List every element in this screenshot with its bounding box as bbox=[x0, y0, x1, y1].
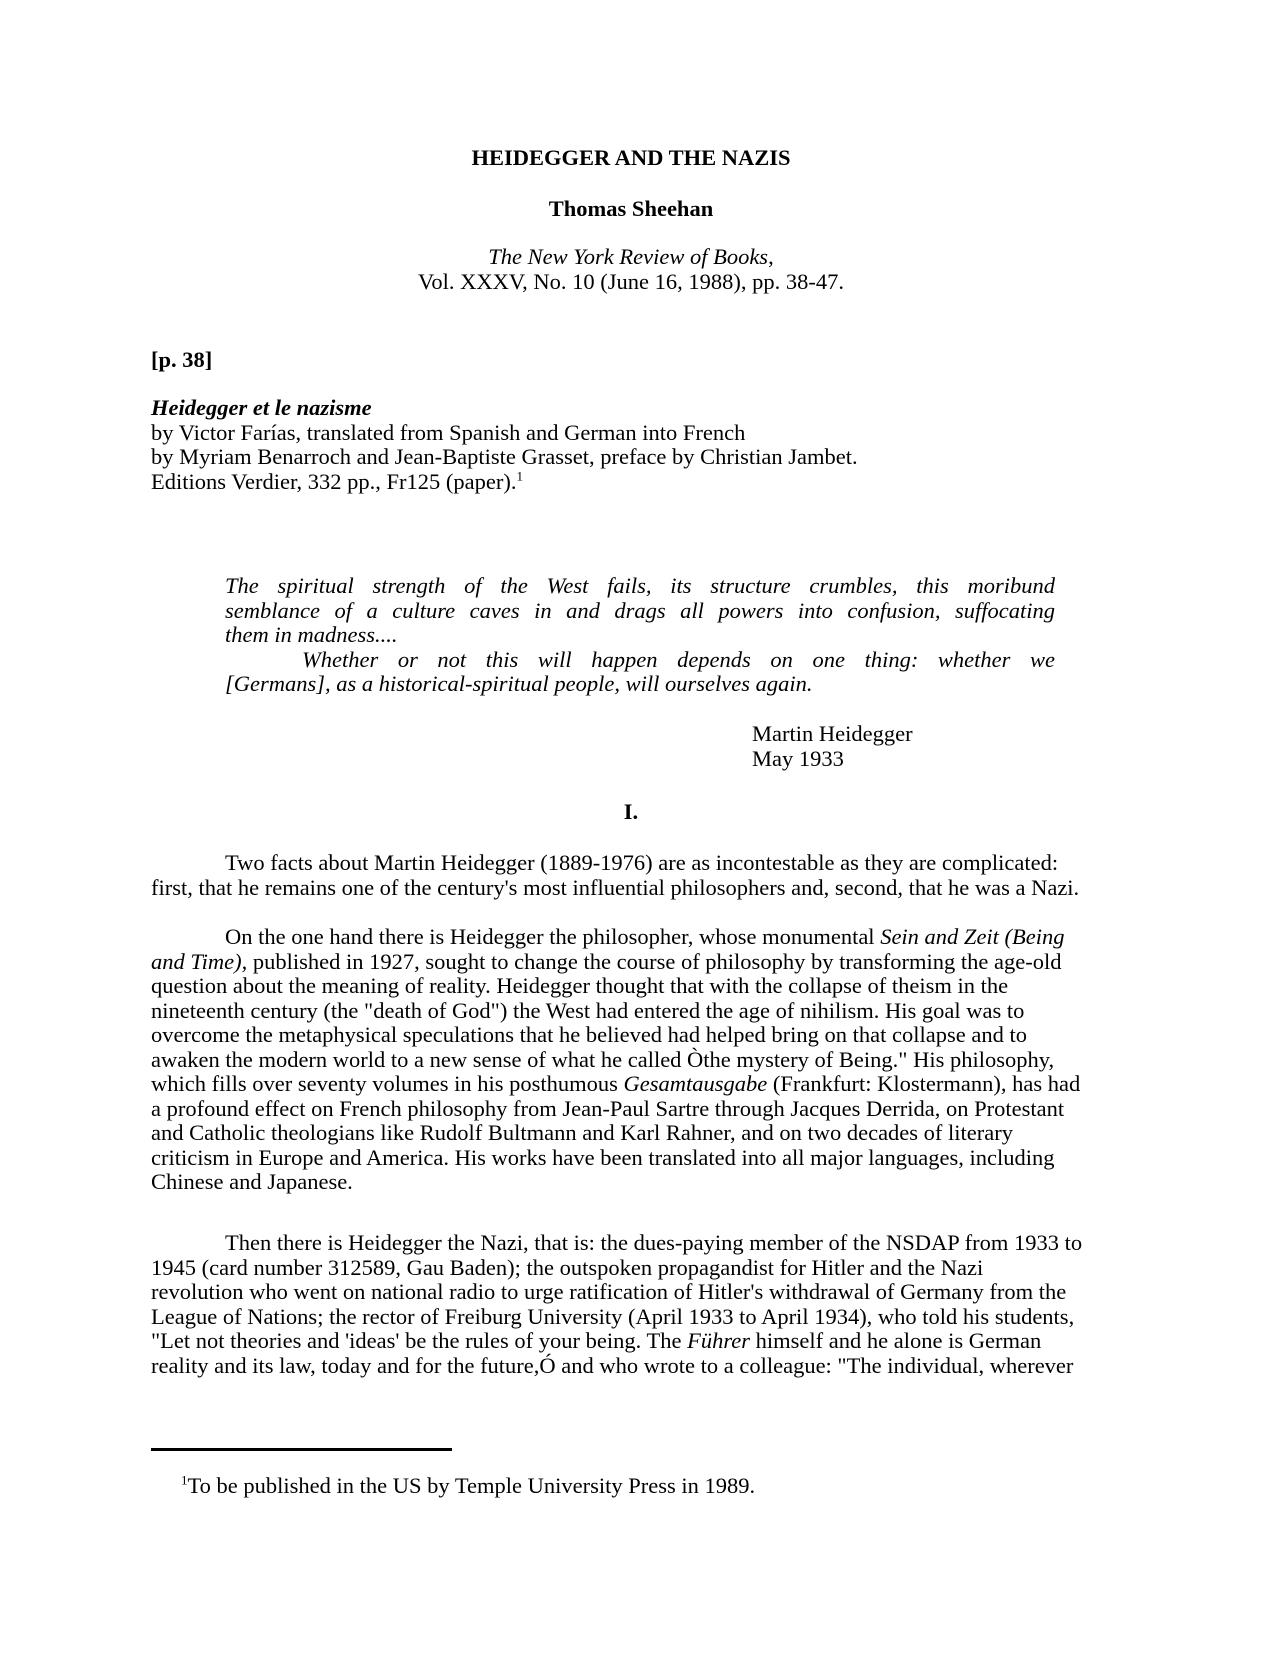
paragraph-text: himself and he alone is German bbox=[750, 1328, 1042, 1353]
book-title-inline: and Time), bbox=[151, 948, 248, 974]
paragraph-text: On the one hand there is Heidegger the philosopher, whose monumental bbox=[225, 924, 881, 949]
article-author: Thomas Sheehan bbox=[548, 196, 714, 221]
paragraph-3 bbox=[151, 1231, 1111, 1378]
publication-volume: Vol. XXXV, No. 10 (June 16, 1988), pp. 38-47. bbox=[417, 268, 845, 294]
epigraph-line: The spiritual strength of the West fails, its structure crumbles, this moribund bbox=[225, 573, 1055, 598]
footnote-divider bbox=[151, 1448, 452, 1451]
paragraph-line bbox=[151, 925, 1111, 950]
publication-name: The New York Review of Books bbox=[488, 244, 769, 269]
paragraph-line: nineteenth century (the "death of God") the West had entered the age of nihilism. His goal was to bbox=[151, 997, 1025, 1023]
page-marker: [p. 38] bbox=[151, 347, 213, 372]
publication-name-line bbox=[151, 245, 1111, 270]
paragraph-line: reality and its law, today and for the future,Ó and who wrote to a colleague: "The individual, wherever bbox=[151, 1352, 1074, 1378]
epigraph-line: [Germans], as a historical-spiritual people, will ourselves again. bbox=[225, 671, 813, 696]
paragraph-text: (Frankfurt: Klostermann), has had bbox=[767, 1071, 1081, 1096]
paragraph-text: published in 1927, sought to change the course of philosophy by transforming the age-old bbox=[247, 948, 1062, 974]
epigraph bbox=[225, 574, 1055, 697]
footnote-text: To be published in the US by Temple University Press in 1989. bbox=[187, 1473, 756, 1498]
fuhrer-italic: Führer bbox=[687, 1328, 751, 1353]
paragraph-line: Two facts about Martin Heidegger (1889-1976) are as incontestable as they are complicated: bbox=[225, 850, 1059, 875]
book-title: Heidegger et le nazisme bbox=[151, 395, 372, 420]
book-line-text: Editions Verdier, 332 pp., Fr125 (paper). bbox=[151, 468, 517, 494]
paragraph-line: revolution who went on national radio to urge ratification of Hitler's withdrawal of Germany from the bbox=[151, 1279, 1067, 1304]
epigraph-line: them in madness.... bbox=[225, 622, 398, 647]
paragraph-2 bbox=[151, 925, 1111, 1195]
paragraph-line: League of Nations; the rector of Freiburg University (April 1933 to April 1934), who told his students, bbox=[151, 1303, 1075, 1329]
attribution-name: Martin Heidegger bbox=[752, 721, 913, 746]
attribution-date: May 1933 bbox=[752, 745, 844, 771]
paragraph-line: 1945 (card number 312589, Gau Baden); the outspoken propagandist for Hitler and the Nazi bbox=[151, 1254, 984, 1280]
paragraph-line bbox=[151, 950, 1111, 975]
epigraph-line: Whether or not this will happen depends on one thing: whether we bbox=[302, 646, 1055, 672]
paragraph-line bbox=[151, 1329, 1111, 1354]
publication-info bbox=[151, 245, 1111, 294]
book-title-inline: Sein and Zeit (Being bbox=[880, 924, 1065, 949]
epigraph-line: semblance of a culture caves in and drags all powers into confusion, suffocating bbox=[225, 597, 1055, 623]
paragraph-text: which fills over seventy volumes in his posthumous bbox=[151, 1071, 624, 1096]
paragraph-line bbox=[151, 1072, 1111, 1097]
paragraph-line: overcome the metaphysical speculations that he believed had helped bring on that collapse and to bbox=[151, 1022, 1027, 1047]
paragraph-line: Then there is Heidegger the Nazi, that is: the dues-paying member of the NSDAP from 1933 to bbox=[225, 1230, 1083, 1255]
paragraph-text: "Let not theories and 'ideas' be the rules of your being. The bbox=[151, 1328, 688, 1353]
book-line: by Victor Farías, translated from Spanish and German into French bbox=[151, 419, 746, 445]
reviewed-book bbox=[151, 396, 858, 494]
book-line: by Myriam Benarroch and Jean-Baptiste Grasset, preface by Christian Jambet. bbox=[151, 444, 858, 469]
paragraph-line: criticism in Europe and America. His works have been translated into all major languages, including bbox=[151, 1144, 1055, 1170]
paragraph-line: and Catholic theologians like Rudolf Bultmann and Karl Rahner, and on two decades of literary bbox=[151, 1120, 1013, 1145]
book-title-inline: Gesamtausgabe bbox=[623, 1071, 768, 1096]
paragraph-line: Chinese and Japanese. bbox=[151, 1169, 353, 1194]
publication-suffix: , bbox=[768, 244, 774, 269]
footnote-ref: 1 bbox=[516, 468, 523, 483]
section-heading: I. bbox=[623, 799, 639, 824]
paragraph-line: awaken the modern world to a new sense of what he called Òthe mystery of Being." His philosophy, bbox=[151, 1046, 1055, 1072]
paragraph-line: a profound effect on French philosophy from Jean-Paul Sartre through Jacques Derrida, on Protestant bbox=[151, 1095, 1065, 1121]
footnote bbox=[181, 1473, 755, 1498]
book-line bbox=[151, 470, 858, 495]
paragraph-1 bbox=[151, 851, 1111, 900]
footnote-number: 1 bbox=[181, 1472, 188, 1488]
epigraph-attribution bbox=[752, 722, 913, 771]
article-title: HEIDEGGER AND THE NAZIS bbox=[471, 145, 791, 170]
paragraph-line: first, that he remains one of the century's most influential philosophers and, second, that he was a Nazi. bbox=[151, 874, 1080, 900]
paragraph-line: question about the meaning of reality. Heidegger thought that with the collapse of theism in the bbox=[151, 973, 1009, 998]
